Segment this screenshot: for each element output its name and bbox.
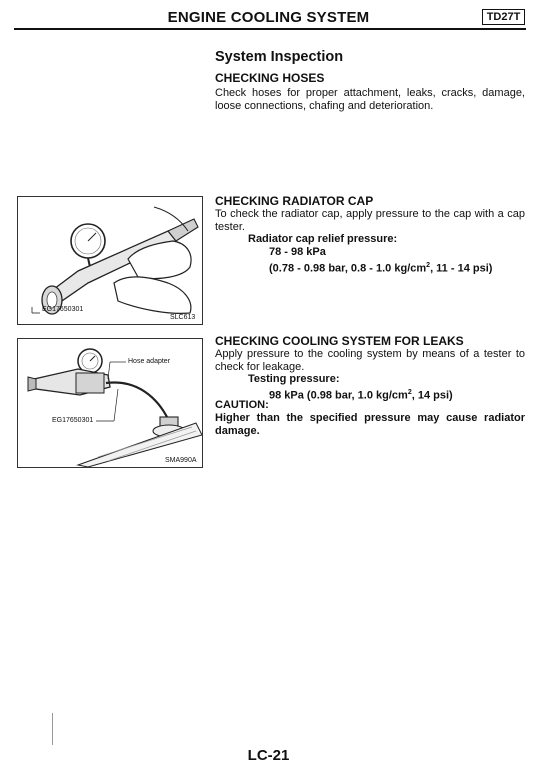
leaks-spec-value-post: , 14 psi) bbox=[411, 389, 453, 402]
leaks-text: Apply pressure to the cooling system by means of a tester to check for leakage. bbox=[215, 348, 525, 373]
page-number: LC-21 bbox=[247, 747, 290, 764]
figure-radiator-cap-tester bbox=[17, 196, 203, 325]
header-rule bbox=[14, 28, 526, 30]
leaks-spec-value-sup: 2 bbox=[407, 389, 412, 396]
radiator-cap-spec-alt-post: , 11 - 14 psi) bbox=[430, 262, 493, 275]
hoses-text: Check hoses for proper attachment, leaks, cracks, damage, loose connections, chafing and deterioration. bbox=[215, 87, 525, 112]
margin-mark bbox=[52, 713, 53, 745]
radiator-cap-spec-alt bbox=[269, 259, 492, 276]
cooling-system-tester-illustration bbox=[18, 339, 202, 467]
radiator-cap-spec-alt-pre: (0.78 - 0.98 bar, 0.8 - 1.0 kg/cm bbox=[269, 262, 427, 275]
radiator-cap-spec-value: 78 - 98 kPa bbox=[269, 246, 326, 258]
caution-label: CAUTION: bbox=[215, 399, 269, 411]
model-tag: TD27T bbox=[482, 9, 525, 25]
fig2-hose-label: Hose adapter bbox=[128, 358, 171, 365]
radiator-cap-text: To check the radiator cap, apply pressure to the cap with a cap tester. bbox=[215, 208, 525, 233]
fig1-code: SLC613 bbox=[170, 314, 196, 321]
hoses-heading: CHECKING HOSES bbox=[215, 71, 325, 85]
page-header-title: ENGINE COOLING SYSTEM bbox=[167, 9, 370, 26]
radiator-cap-spec-label: Radiator cap relief pressure: bbox=[248, 233, 398, 245]
figure-cooling-system-tester bbox=[17, 338, 203, 468]
fig2-tool-label: EG17650301 bbox=[52, 417, 94, 424]
caution-text: Higher than the specified pressure may cause radiator damage. bbox=[215, 412, 525, 437]
leaks-spec-label: Testing pressure: bbox=[248, 373, 340, 385]
fig2-code: SMA990A bbox=[165, 457, 197, 464]
leaks-spec-value bbox=[269, 386, 453, 403]
radiator-cap-tester-illustration bbox=[18, 197, 202, 324]
leaks-spec-value-pre: 98 kPa (0.98 bar, 1.0 kg/cm bbox=[269, 389, 408, 402]
radiator-cap-spec-alt-sup: 2 bbox=[426, 262, 431, 269]
section-title: System Inspection bbox=[215, 49, 344, 65]
fig1-tool-label: EG17650301 bbox=[42, 306, 84, 313]
radiator-cap-heading: CHECKING RADIATOR CAP bbox=[215, 194, 374, 208]
leaks-heading: CHECKING COOLING SYSTEM FOR LEAKS bbox=[215, 334, 464, 348]
